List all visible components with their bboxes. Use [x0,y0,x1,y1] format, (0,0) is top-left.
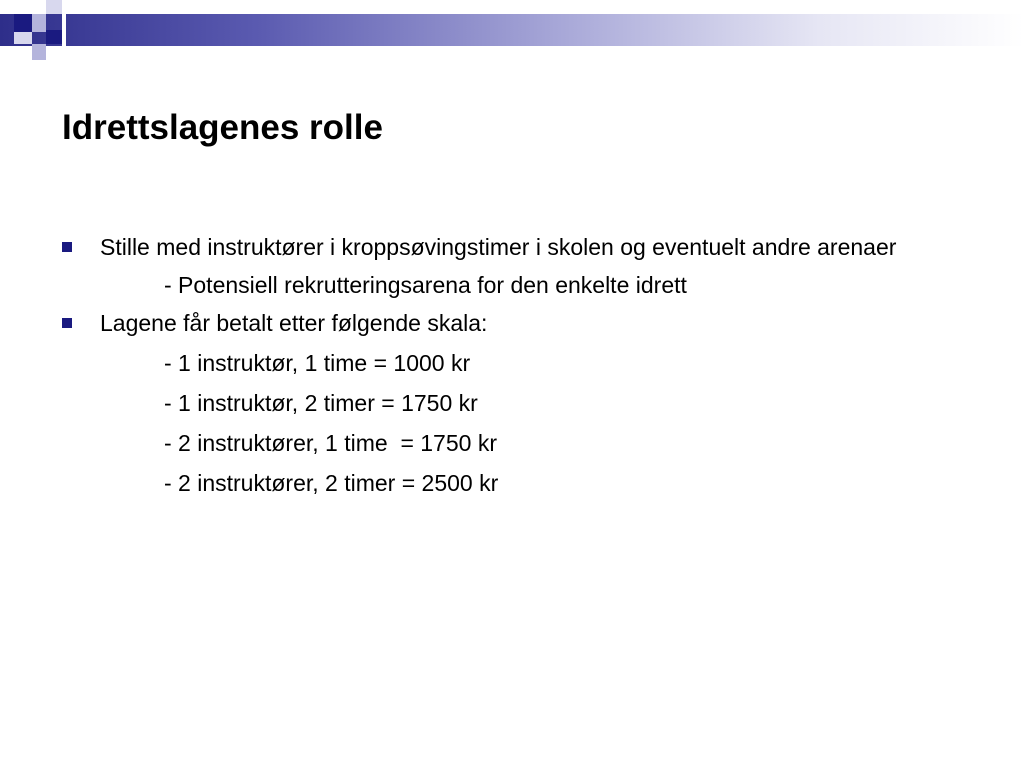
decor-square-white [32,0,46,14]
bullet-item [62,306,962,340]
slide-title: Idrettslagenes rolle [62,108,383,147]
decor-divider [62,14,66,46]
decor-square-lavender [32,14,46,32]
decor-square-light-2 [14,32,32,44]
square-bullet-icon [62,318,72,328]
decor-square-navy-2 [46,30,62,44]
decor-square-light [46,0,62,14]
sub-line: - 2 instruktører, 2 timer = 2500 kr [164,470,499,496]
bullet-text: Lagene får betalt etter følgende skala: [100,310,488,336]
sub-line: - 2 instruktører, 1 time = 1750 kr [164,430,497,456]
bullet-item [62,230,962,264]
square-bullet-icon [62,242,72,252]
header-gradient-bar [0,14,1024,46]
sub-line: - 1 instruktør, 1 time = 1000 kr [164,350,471,376]
sub-line: - 1 instruktør, 2 timer = 1750 kr [164,390,478,416]
bullet-text: Stille med instruktører i kroppsøvingstimer i skolen og eventuelt andre arenaer [100,234,897,260]
sub-line: - Potensiell rekrutteringsarena for den enkelte idrett [164,272,687,298]
slide-body [62,230,962,504]
decor-square-navy [14,14,32,32]
decor-square-lavender-2 [32,44,46,60]
